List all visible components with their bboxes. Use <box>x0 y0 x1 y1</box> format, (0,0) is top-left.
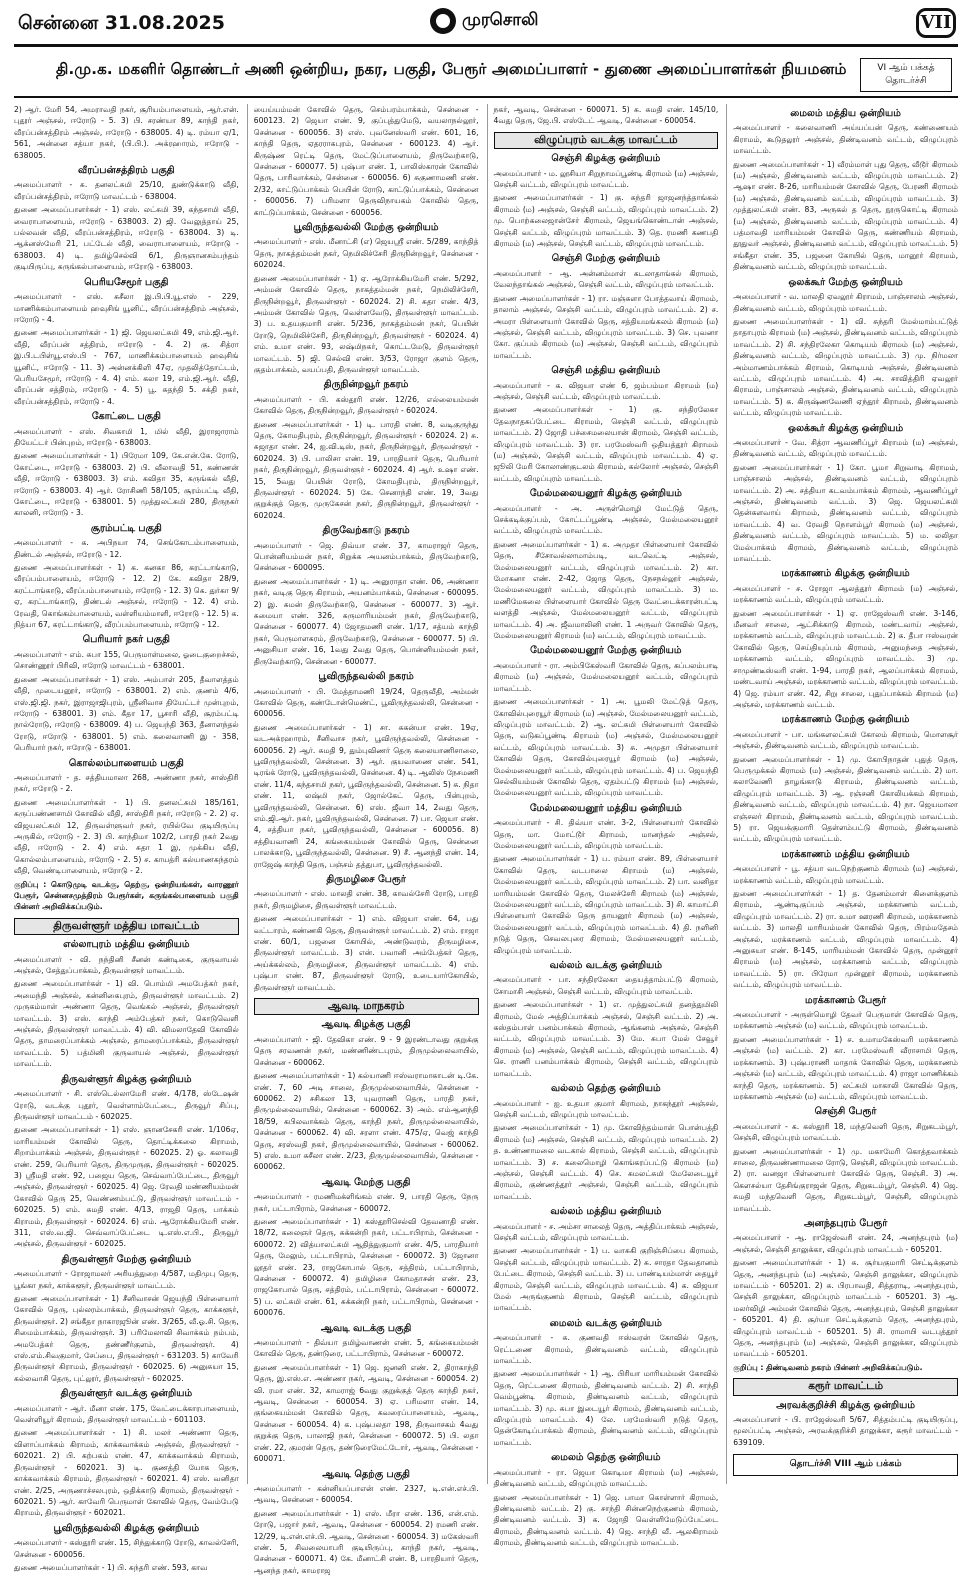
appointment-paragraph: அமைப்பாளர் - அ. அருள்மொழி மேட்டுத் தெரு, செக்கடிக்குப்பம், கோட்டப்பூண்டி அஞ்சல், மேல்மலையனூர் வட்டம், விழுப்புரம் மாவட்டம். <box>493 503 719 536</box>
appointment-paragraph: துணை அமைப்பாளர்கள் - 1) க. அமுதா பிள்ளையார் கோவில் தெரு, சீசோவல்லாமாம்படி, வடவெட்டி அஞ்சல், மேல்மலையனூர் வட்டம், விழுப்புரம் மாவட்டம். 2) கா. மோகனா எண். 2-42, ஜோத தெரு, நேசநல்லூர் அஞ்சல், மேல்மலையனூர் வட்டம், விழுப்புரம் மாவட்டம். 3) ம. மணிமேகலை பிள்ளையார் கோவில் தெரு வேட்டைக்காரன்பட்டி வளத்தி அஞ்சல், மேல்மலையனூர் வட்டம், விழுப்புரம் மாவட்டம். 4) அ. ஜீவமாலினி எண். 1 அருவர் கோவில் தெரு, மேல்மலையனூர் கிராமம் (ம) வட்டம், விழுப்புரம் மாவட்டம். <box>493 539 719 641</box>
column-4 <box>726 104 958 1484</box>
appointment-paragraph: துணை அமைப்பாளர்கள் - 1) கு. சந்திரலேகா தேவநாதசுப்பேட்டை கிராமம், செஞ்சி வட்டம், விழுப்புரம் மாவட்டம். 2) ஜோதி பச்சைமலையான் கிராமம், செஞ்சி வட்டம், விழுப்புரம் மாவட்டம். 3) ரா. பரமேஸ்வரி ஒதியத்தூர் கிராமம் (ம) அஞ்சல், செஞ்சி வட்டம், விழுப்புரம் மாவட்டம். 4) ஏ. ஜூலி மேரி கோலாண்குடலம் கிராமம், கல்லோர் அஞ்சல், செஞ்சி வட்டம், விழுப்புரம் மாவட்டம். <box>493 405 719 483</box>
section-subheading: வீரப்பன்சத்திரம் பகுதி <box>78 165 175 177</box>
section-subheading: திருநின்றவூர் நகரம் <box>323 379 409 391</box>
section-subheading: கொல்லம்பாளையம் பகுதி <box>68 757 184 769</box>
appointment-paragraph: துணை அமைப்பாளர்கள் - 1) ப. வாசுகி குறிஞ்சிப்பை கிராமம், செஞ்சி வட்டம், விழுப்புரம் மாவட்டம். 2) சு. சாரதா தேவதானம் பேட்டை கிராமம், செஞ்சி வட்டம். 3) ப. பாண்டியம்மாள் தையூர் கிராமம், செஞ்சி வட்டம், விழுப்புரம் மாவட்டம். 4) க. விஜயா மேல் அருங்குணம் கிராமம், செஞ்சி வட்டம், விழுப்புரம் மாவட்டம். <box>493 1246 719 1313</box>
appointment-paragraph: துணை அமைப்பாளர்கள் - 1) த. தேனம்மாள் கிளைக்குளம் கிராமம், ஆண்டிகுப்பம் அஞ்சல், மரக்காணம் வட்டம், விழுப்புரம் மாவட்டம். 2) ரா. உமா ஊரணி கிராமம், மரக்காணம் வட்டம். 3) மாலதி மாரியம்மன் கோவில் தெரு, பிரம்மதேசம் அஞ்சல், மரக்காணம் வட்டம், விழுப்புரம் மாவட்டம். 4) அனுசுயா எண். 8-145, மாரியம்மன் கோவில் தெரு, முன்னூர் கிராமம் (ம) அஞ்சல், மரக்காணம் வட்டம், விழுப்புரம் மாவட்டம். 5) ரா. பிரேமா முன்னூர் கிராமம், மரக்காணம் வட்டம், விழுப்புரம் மாவட்டம். <box>733 889 958 990</box>
appointment-paragraph: துணை அமைப்பாளர்கள் - 1) பி. சுந்தரி எண். 593, காவ <box>14 1562 208 1572</box>
appointment-paragraph: துணை அமைப்பாளர்கள் - 1) கு. சுந்தரி ஜாஜனந்த்தாங்கல் கிராமம் (ம) அஞ்சல், செஞ்சி வட்டம், விழுப்புரம் மாவட்டம். 2) மு. பொற்கலைஜான்சேர் கிராமம், ஜெயங்கொண்டான் அஞ்சல், செஞ்சி வட்டம், விழுப்புரம் மாவட்டம். 3) தெ. ரமணி கணபதி கிராமம் (ம) அஞ்சல், செஞ்சி வட்டம், விழுப்புரம் மாவட்டம். <box>493 193 719 249</box>
appointment-paragraph: துணை அமைப்பாளர்கள் - 1) ஜெ. ஜனனி எண். 2, திராகாந்தி தெரு, இ.எஸ்.எ. அண்ணா நகர், ஆவடி, சென்னை - 600054. 2) வி. ரமா எண். 32, காமராஜ் 6வது குறுக்குத் தெரு காந்தி நகர், ஆவடி, சென்னை - 600054. 3) ஏ. பரிமளா எண். 14, குங்கையம்மன் கோவில் தெரு, கவரைப்பாளையம், ஆவடி, சென்னை - 600054. 4) க. புஷ்பலதா 198, திருவாசகம் 4வது குறுக்கு தெரு, பாலாஜி நகர், சென்னை - 600072. 5) பி. லதா எண். 22, குமரன் தெரு, தண்டுரைமேட்டோர், ஆவடி, சென்னை - 600071. <box>253 1362 479 1464</box>
appointment-paragraph: நகர், ஆவடி, சென்னை - 600071. 5) சு. சுமதி எண். 145/10, 4வது தெரு, ஜே.பி. எஸ்டேட் ஆவடி, சென்னை - 600054. <box>493 105 719 126</box>
headline-banner <box>14 52 958 98</box>
appointment-paragraph: அமைப்பாளர் - ரோஜாமலர் அரியத்துறை 4/587, மதிமுபு தெரு, பூங்கா நகர், காக்களூர், திருவள்ளூர் மாவட்டம். <box>14 1269 239 1290</box>
section-subheading: பெரியார் நகர் பகுதி <box>82 634 170 646</box>
section-subheading: மைலம் மத்திய ஒன்றியம் <box>790 108 901 119</box>
appointment-paragraph: துணை அமைப்பாளர்கள் - 1) மு. கோபிநாதன் புதுத் தெரு, பெருமுக்கல் கிராமம் (ம) அஞ்சல், திண்டிவனம் வட்டம். 2) மா. கலாவேணி தாழங்காடு கிராமம், திண்டிவனம் வட்டம், விழுப்புரம் மாவட்டம். 3) ஆ. ரஞ்சனி கோலியக்கம் கிராமம், திண்டிவனம் வட்டம், விழுப்புரம் மாவட்டம். 4) நா. ஜெயமாலா எஞ்சலர் கிராமம், திண்டிவனம் வட்டம், விழுப்புரம் மாவட்டம். 5) ரா. ஜெயக்குமாரி தெள்ளம்பட்டு கிராமம், திண்டிவனம் வட்டம், விழுப்புரம் மாவட்டம். <box>733 754 958 844</box>
appointment-paragraph: அமைப்பாளர் - ஜி. தேவிகா எண். 9 - 9 இரண்டாவது குறுக்கு தெரு சரவணன் நகர், மண்ணிண்டபுரம், திருமுல்லைவாயில், சென்னை - 600062. <box>253 1034 479 1067</box>
page-headline: தி.மு.க. மகளிர் தொண்டர் அணி ஒன்றிய, நகர, பகுதி, பேரூர் அமைப்பாளர் - துணை அமைப்பாளர்கள் நியமனம் <box>56 60 847 78</box>
district-heading: ஆவடி மாநகரம் <box>254 998 479 1015</box>
appointment-paragraph: துணை அமைப்பாளர்கள் - 1) ப. ரம்யா எண். 89, பிள்ளையார் கோவில் தெரு, வடபாலை கிராமம் (ம) அஞ்சல், மேல்மலையனூர் வட்டம், விழுப்புரம் மாவட்டம். 2) பா. வனிதா மாரியம்மன் கோவில் தெரு, மேலச்சேரி கிராமம் (ம) அஞ்சல், மேல்மலையனூர் வட்டம், விழுப்புரம் மாவட்டம். 3) சி. காமாட்சி பிள்ளையார் கோவில் தெரு தாயனூர் கிராமம் (ம) அஞ்சல், மேல்மலையனூர் வட்டம், விழுப்புரம் மாவட்டம். 4) தி. நளினி நடுத் தெரு, செவலபுரை கிராமம், மேல்மலையனூர் வட்டம், விழுப்புரம் மாவட்டம். <box>493 854 719 955</box>
appointment-paragraph: துணை அமைப்பாளர்கள் - 1) பிரேமா 109, கே.என்.கே. ரோடு, கோட்டை, ஈரோடு - 638003. 2) பி. வீலாவதி 51, கண்ணன் வீதி, ஈரோடு - 638003. 3) எம். கவிதா 35, கருங்கல் வீதி, ஈரோடு - 638003. 4) ஆர். ரோசிணி 58/105, சூரம்பட்டி வீதி, கோட்டை, ஈரோடு - 638001. 5) முத்துலட்சுமி 280, திருநகர் காலனி, ஈரோடு - 3. <box>14 451 239 518</box>
appointment-paragraph: துணை அமைப்பாளர்கள் - 1) சு. சூர்யகுமாரி செட்டிக்குளம் தெரு, அனந்தபுரம் (ம) அஞ்சல், செஞ்சி தாலுக்கா, விழுப்புரம் மாவட்டம் - 605201. 2) சு. பிரபாவதி, சித்தராடி, அனந்தபுரம், செஞ்சி தாலுக்கா, விழுப்புரம் மாவட்டம் - 605201. 3) ஆ. மலர்விழி அம்மன் கோவில் தெரு, அனந்தபுரம், செஞ்சி தாலுக்கா - 605201. 4) தி. சூர்யா செட்டிக்குளம் தெரு, அனந்தபுரம், விழுப்புரம் மாவட்டம் - 605201. 5) சி. ராமாயி வடபுத்தூர் தெரு, அனந்தபுரம் (ம) அஞ்சல், செஞ்சி தாலுக்கா, விழுப்புரம் மாவட்டம் - 605201. <box>733 1258 958 1359</box>
appointment-paragraph: துணை அமைப்பாளர்கள் - 1) சீனிவாசன் ஜெயந்தி பிள்ளையார் கோவில் தெரு, புல்லரம்பாக்கம், திருவள்ளூர் தெரு, காக்களூர், திருவள்ளூர். 2) சங்கீதா நாகாரஜூன் எண். 3/265, வீ.ஓ.சி. தெரு, சிமைம்பாக்கம், திருவள்ளூர். 3) பரிமேலாவி சிவாக்கம் நம்பம், அமபேத்கர் தெரு, தண்ணீர்குளம், திருவள்ளூர். 4) எஸ்.எம்.சிவகுமார், சேப்பை, திருவள்ளூர் - 631203. 5) காவேரி திருவள்ளூர் கிராமம், திருவள்ளூர் - 602025. 6) அனுசுயா 15, கல்லவாசி தெரு, புட்லூர், திருவள்ளூர் - 602025. <box>14 1294 239 1383</box>
appointment-paragraph: அமைப்பாளர் - சி. திவ்யா எண். 3-2, பிள்ளையார் கோவில் தெரு, மா. மோட்டூர் கிராமம், மானந்தல் அஞ்சல், மேல்மலையனூர் வட்டம், விழுப்புரம் மாவட்டம். <box>493 818 719 850</box>
article-columns <box>14 104 958 1575</box>
appointment-paragraph: துணை அமைப்பாளர்கள் - 1) வி. சுந்தரி மேல்மாம்பட்டுத் தாதாபுரம் கிராமம் (ம) அஞ்சல், திண்டிவனம் வட்டம், விழுப்புரம் மாவட்டம். 2) சி. சந்திரலேகா கொடியம் கிராமம் (ம) அஞ்சல், திண்டிவனம் வட்டம், விழுப்புரம் மாவட்டம். 3) மு. நிர்மலா அம்மாணம்பாக்கம் கிராமம், கொடியம் அஞ்சல், திண்டிவனம் வட்டம், விழுப்புரம் மாவட்டம். 4) அ. சாவித்திரி ஏவலூர் கிராமம், பாஞ்சாலம் அஞ்சல், திண்டிவனம் வட்டம், விழுப்புரம் மாவட்டம். 5) க. கிருஷ்ணவேணி ஏந்தூர் கிராமம், திண்டிவனம் வட்டம், விழுப்புரம் மாவட்டம். <box>733 316 958 418</box>
section-subheading: அரவக்குறிச்சி கிழக்கு ஒன்றியம் <box>776 1399 916 1411</box>
continued-on-box: தொடர்ச்சி VIII ஆம் பக்கம் <box>733 1454 958 1475</box>
appointment-paragraph: அமைப்பாளர் - ம. லூசியா சிறுநாமப்பூண்டி கிராமம் (ம) அஞ்சல், செஞ்சி வட்டம், விழுப்புரம் மாவட்டம். <box>493 168 719 190</box>
appointment-paragraph: அமைப்பாளர் - அருள்மொழி தேவர் பெருமாள் கோவில் தெரு, மரக்காணம் அஞ்சல் (ம) வட்டம், விழுப்புரம் மாவட்டம். <box>733 1010 958 1031</box>
district-heading: விழுப்புரம் வடக்கு மாவட்டம் <box>494 132 719 149</box>
appointment-paragraph: துணை அமைப்பாளர்கள் - 1) கோ. பூமா சிறுவாடி கிராமம், பாஞ்சாலம் அஞ்சல், திண்டிவனம் வட்டம், விழுப்புரம் மாவட்டம். 2) அ. சத்தியா கடவம்பாக்கம் கிராமம், ஆவணிப்பூர் அஞ்சல், திண்டிவனம் வட்டம். 3) ஜெ. ஜெயலட்சுமி தென்களவாய் கிராமம், திண்டிவனம் வட்டம், விழுப்புரம் மாவட்டம். 4) வ. ரேவதி நொளம்பூர் கிராமம் (ம) அஞ்சல், திண்டிவனம் வட்டம், விழுப்புரம் மாவட்டம். 5) ம. லலிதா மேல்பாக்கம் கிராமம், திண்டிவனம் வட்டம், விழுப்புரம் மாவட்டம். <box>733 462 958 564</box>
appointment-paragraph: துணை அமைப்பாளர்கள் - 1) ஆ. பிரியா மாரியம்மன் கோவில் தெரு, ரெட்டணை கிராமம், திண்டிவனம் வட்டம். 2) சி. சாந்தி வெம்பூண்டி கிராமம், திண்டிவனம் வட்டம், விழுப்புரம் மாவட்டம். 3) மு. சுபா இடையூர் கிராமம், திண்டிவனம் வட்டம், விழுப்புரம் மாவட்டம். 4) லே. பரமேஸ்வரி நடுத் தெரு, தென்கோடிப்பாக்கம் கிராமம், திண்டிவனம் வட்டம், விழுப்புரம் மாவட்டம். <box>493 1369 719 1447</box>
appointment-paragraph: அமைப்பாளர் - ஜெ. திவ்யா எண். 37, காமராஜர் தெரு, பொன்னியம்மன் நகர், சிறுக்க அயனம்பாக்கம், திருவேற்காடு, சென்னை - 600095. <box>253 540 479 573</box>
appointment-paragraph: அமைப்பாளர் - எஸ். சுசீலா இ.பி.பி.யூ.எஸ் - 229, மாணிக்கம்பாளையம் ஹவுசிங் யூனிட், வீரப்பன்சத்திரம் அஞ்சல், ஈரோடு - 4. <box>14 292 239 324</box>
section-subheading: ஆவடி மேற்கு பகுதி <box>321 1176 411 1188</box>
appointment-paragraph: அமைப்பாளர் - ச. அம்சா சாலைத் தெரு, அத்திப்பாக்கம் அஞ்சல், செஞ்சி வட்டம், விழுப்புரம் மாவட்டம். <box>493 1221 719 1242</box>
appointment-paragraph: அமைப்பாளர் - ரா. அம்பிகேஸ்வரி கோவில் தெரு, கப்பலம்பாடி கிராமம் (ம) அஞ்சல், மேல்மலையனூர் வட்டம், விழுப்புரம் மாவட்டம். <box>493 660 719 693</box>
appointment-paragraph: அமைப்பாளர் - பா. மங்களலட்சுமி கோலம் கிராமம், மொளசூர் அஞ்சல், திண்டிவனம் வட்டம், விழுப்புரம் மாவட்டம். <box>733 729 958 751</box>
appointment-paragraph: துணை அமைப்பாளர்கள் - 1) ரா. மஞ்சுளா போத்தவாய் கிராமம், தாலாம் அஞ்சல், செஞ்சி வட்டம், விழுப்புரம் மாவட்டம். 2) ச. அமரா பிள்ளையார் கோவில் தெரு, சத்தியமங்கலம் கிராமம் (ம) அஞ்சல், செஞ்சி வட்டம், விழுப்புரம் மாவட்டம். 3) செ. புவனா கோ. குப்பம் கிராமம் (ம) அஞ்சல், செஞ்சி வட்டம், விழுப்புரம் மாவட்டம். <box>493 293 719 360</box>
appointment-paragraph: துணை அமைப்பாளர்கள் - 1) சி. மலர் அண்ணா தெரு, விளாப்பாக்கம் கிராமம், காக்கவாக்கம் அஞ்சல், திருவள்ளூர் - 602021. 2) பி. கற்பகம் எண். 47, காக்கவாக்கம் கிராமம், திருவள்ளூர் - 602021. 3) டி. குணத்தி யோக தெரு, காக்கவாக்கம் கிராமம், திருவள்ளூர் - 602021. 4) எஸ். வனிதா எண். 2/25, அருணாச்சலபுரம், ஒதிக்காடு கிராமம், திருவள்ளூர் - 602021. 5) ஆர். காவேரி பெருமாள் கோவில் தெரு, வேம்பேடு கிராமம், திருவள்ளூர் - 602021. <box>14 1428 239 1518</box>
appointment-paragraph: துணை அமைப்பாளர்கள் - 1) எம். விஜயா எண். 64, பது வட்டாரம், கண்ணகி தெரு, திருவள்ளூர் மாவட்டம். 2) எம். ராஜா எண். 60/1, பஜனை கோயில், அண்டுவரம், திருமழிசை, திருவள்ளூர் மாவட்டம். 3) என். பவானி அம்பேத்கர் தெரு, அய்க்கல்லம், திருமழிசை, திருவள்ளூர் மாவட்டம். 4) எம். புஷ்பா எண். 87, திருவள்ளூர் ரோடு, உடையார்கோயில், திருவள்ளூர் மாவட்டம். <box>253 914 479 992</box>
column-2 <box>247 104 479 1575</box>
section-subheading: திருவள்ளூர் வடக்கு ஒன்றியம் <box>60 1388 193 1400</box>
note-paragraph: குறிப்பு : திண்டிவனம் நகரம் பின்னர் அறிவிக்கப்படும். <box>733 1362 923 1372</box>
section-subheading: ஒலக்கூர் கிழக்கு ஒன்றியம் <box>788 422 904 434</box>
appointment-paragraph: துணை அமைப்பாளர்கள் - 1) எ. முத்துலட்சுமி தனத்துமிலி கிராமம், மேல் அத்திப்பாக்கம் அஞ்சல், செஞ்சி வட்டம். 2) அ. கஸ்தம்பாள் பனம்பாக்கம் கிராமம், ஆங்கனம் அஞ்சல், செஞ்சி வட்டம், விழுப்புரம் மாவட்டம். 3) மே. சுபா மேல் சேவூர் கிராமம் (ம) அஞ்சல், செஞ்சி வட்டம், விழுப்புரம் மாவட்டம். 4) செ. ராணி பனம்பாக்கம் கிராமம், செஞ்சி வட்டம், விழுப்புரம் மாவட்டம். <box>493 1000 719 1078</box>
section-subheading: செஞ்சி பேரூர் <box>814 1106 877 1118</box>
section-subheading: பூவிருந்தவல்லி நகரம் <box>318 671 414 683</box>
section-subheading: அனந்தபுரம் பேரூர் <box>803 1217 888 1229</box>
appointment-paragraph: துணை அமைப்பாளர்கள் - 1) மு. மகாமேரி கொத்தவாக்கம் சாலை, திருவண்ணாமலை ரோடு, செஞ்சி, விழுப்புரம் மாவட்டம். 2) ரா. வனஜா பிள்ளையார் கோவில் தெரு, செஞ்சி. 3) அ. கௌசல்யா தேசிங்குராஜன் தெரு, சிறுகடம்பூர், செஞ்சி. 4) ஜெ. சுமதி மந்தவெளி தெரு, சிறுகடம்பூர், செஞ்சி, விழுப்புரம் மாவட்டம். <box>733 1146 958 1213</box>
paper-logo <box>430 6 539 36</box>
appointment-paragraph: அமைப்பாளர் - பி. ராஜேஸ்வரி 5/67, சித்தம்பட்டி குடியிருப்பு, மூலப்பட்டி அஞ்சல், அரவக்குறிச்சி தாலுக்கா, கரூர் மாவட்டம் - 639109. <box>733 1415 958 1447</box>
section-subheading: ஒலக்கூர் மேற்கு ஒன்றியம் <box>788 276 903 288</box>
appointment-paragraph: துணை அமைப்பாளர்கள் - 1) டி. அனுராதா எண். 06, அண்ணா நகர், வடிகு தெரு கிராமம், அயனம்பாக்கம், சென்னை - 600095. 2) இ. சுமன் திருவேற்காடு, சென்னை - 600077. 3) ஆர். சுமையா எண். 326, கருமாரியம்மன் நகர், திருவேற்காடு, சென்னை - 600077. 4) ஜோதமணி எண். 1/17, சத்யம் காந்தி நகர், பெருமாளகரம், திருவேற்காடு, சென்னை - 600077. 5) பி. அனுசியா எண். 16, 1வது 2வது தெரு, பொன்னியம்மன் நகர், திருவேற்காடு, சென்னை - 600077. <box>253 576 479 666</box>
section-subheading: மேல்மலையனூர் மத்திய ஒன்றியம் <box>529 802 682 814</box>
issue-date: சென்னை 31.08.2025 <box>18 12 225 34</box>
section-subheading: திருவள்ளூர் கிழக்கு ஒன்றியம் <box>61 1073 192 1085</box>
appointment-paragraph: அமைப்பாளர் - கன்னியப்பாஎன் எண். 2327, டி.என்.எச்.பி. ஆவடி, சென்னை - 600054. <box>253 1483 479 1505</box>
section-subheading: ஆவடி கிழக்கு பகுதி <box>321 1019 411 1031</box>
note-paragraph: குறிப்பு : கொடுமுடி வடக்கு, தெற்கு, ஒன்றியங்கள், வாரணூர் பேரூர், சென்னசமுத்திரம் பேரூர்கள், கருங்கல்பாளையம் பகுதி பின்னர் அறிவிக்கப்படும். <box>14 879 239 912</box>
district-heading: திருவள்ளூர் மத்திய மாவட்டம் <box>14 918 239 935</box>
appointment-paragraph: அமைப்பாளர் - கலைவாணி அய்யப்பன் தெரு, கண்ணையம் கிராமம், கூடுதலூர் அஞ்சல், திண்டிவனம் வட்டம், விழுப்புரம் மாவட்டம். <box>733 123 958 156</box>
appointment-paragraph: அமைப்பாளர் - எஸ். மீனாட்சி (எ) ஜெயஸ்ரீ எண். 5/289, காந்தித் தெரு, நாகத்தம்மன் நகர், நெமிலிச்சேரி திருநின்றவூர், சென்னை - 602024. <box>253 237 479 270</box>
appointment-paragraph: அமைப்பாளர் - ஆர். மீனா எண். 175, வேட்டைக்காரபாளையம், வெள்ளியூர் கிராமம், திருவள்ளூர் மாவட்டம் - 601103. <box>14 1403 239 1425</box>
paper-name: முரசொலி <box>462 10 539 30</box>
appointment-paragraph: துணை அமைப்பாளர்கள் - 1) ஏ. ராஜேஸ்வரி எண். 3-146, மீனவர் சாலை, ஆட்சிக்காடு கிராமம், மண்டவாய் அஞ்சல், மரக்காணம் வட்டம், விழுப்புரம் மாவட்டம். 2) க. தீபா ஈஸ்வரன் கோவில் தெரு, செய்தியுப்பம் கிராமம், அனுமந்தை அஞ்சல், மரக்காணம் வட்டம், விழுப்புரம் மாவட்டம். 3) மு. சாமுண்டீஸ்வரி எண். 1-94, பாரதி நகர், ஆலப்பாக்கம் கிராமம், மண்டவாய் அஞ்சல், மரக்காணம் வட்டம், விழுப்புரம் மாவட்டம். 4) ஜெ. ரம்யா எண். 42, சிறு சாலை, புதுப்பாக்கம் கிராமம் (ம) அஞ்சல், மரக்காணம் வட்டம். <box>733 608 958 709</box>
appointment-paragraph: அமைப்பாளர் - எம். சுபா 155, பெருமாள்மலை, ஓடைகுறைச்சல், சொண்ணூர் பிரிவி, ஈரோடு மாவட்டம் - 638001. <box>14 649 239 671</box>
section-subheading: திருவள்ளூர் மேற்கு ஒன்றியம் <box>61 1253 192 1265</box>
column-3 <box>487 104 719 1548</box>
appointment-paragraph: துணை அமைப்பாளர்கள் - 1) பி. தனலட்சுமி 185/161, கருப்பண்ணசாமி கோவில் வீதி, சாஸ்திரி நகர், ஈரோடு - 2. 2) ஏ. விஜயலட்சுமி 12, திருவள்ளுவர் நகர், ரயில்வே குடியிருப்பு அருகில், ஈரோடு - 2. 3) பி. காந்திமா 102/2, பாரதி நகர் 2வது வீதி, ஈரோடு - 2. 4) எம். சுதா 1 இ, முக்கிய வீதி, கொல்லம்பாளையம், ஈரோடு - 2. 5) ச. காயத்ரி கல்யாணசுந்தரம் வீதி, வெண்டிபாளையம், ஈரோடு - 2. <box>14 797 239 876</box>
appointment-paragraph: துணை அமைப்பாளர்கள் - 1) ஜெ. பாமா கொள்ளார் கிராமம், திண்டிவனம் வட்டம். 2) கு. சாந்தி சின்னநெற்குணம் கிராமம், திண்டிவனம் வட்டம். 3) க. ஜோதி வெள்ளிமேடுப்பேட்டை கிராமம், திண்டிவனம் வட்டம். 4) ஜெ. சாந்தி வீ. ஆலகிராமம் கிராமம், திண்டிவனம் வட்டம், விழுப்புரம் மாவட்டம். <box>493 1492 719 1548</box>
appointment-paragraph: அமைப்பாளர் - பி. கஸ்தூரி எண். 12/26, எல்லையம்மன் கோவில் தெரு, திருநின்றவூர், திருவள்ளூர் - 602024. <box>253 394 479 416</box>
section-subheading: மரக்காணம் கிழக்கு ஒன்றியம் <box>781 568 910 580</box>
appointment-paragraph: துணை அமைப்பாளர்கள் - 1) எஸ். மீரா எண். 136, என்.எம். ரோடு, பஜார் நகர், ஆவடி, சென்னை - 600054. 2) ரமணி எண். 12/29, டி.என்.எச்.பி. ஆவடி, சென்னை - 600054. 3) மகேஸ்வரி எண். 5, சிவலையாபரி குடியிருப்பு, காந்தி நகர், ஆவடி, சென்னை - 600071. 4) கே. மீனாட்சி எண். 8, பாரதியார் தெரு, ஆனந்த நகர், காமராஜ <box>253 1508 479 1575</box>
appointment-paragraph: துணை அமைப்பாளர்கள் - 1) வி. பொம்மி அமபேத்கர் நகர், அமைந்தி அஞ்சல், கன்னிகைபுரம், திருவள்ளூர் மாவட்டம். 2) முருகம்மாள் அண்ணா தெரு, வெங்கல் அஞ்சல், திருவள்ளூர் மாவட்டம். 3) எஸ். காந்தி அம்பேத்கர் நகர், கொடுவெளி அஞ்சல், திருவள்ளூர் மாவட்டம். 4) வி. விமலாதேவி கோவில் தெரு, தாமரைப்பாக்கம் அஞ்சல், தாமரைப்பாக்கம், திருவள்ளூர் மாவட்டம். 5) பத்மினி குருவாயல் அஞ்சல், திருவள்ளூர் மாவட்டம். <box>14 979 239 1069</box>
appointment-paragraph: அமைப்பாளர் - கஸ்தூரி எண். 15, சிந்துக்காடு ரோடு, காவல்சேரி, சென்னை - 600056. <box>14 1538 239 1559</box>
section-subheading: மரக்காணம் பேரூர் <box>805 994 887 1006</box>
section-subheading: மரக்காணம் மேற்கு ஒன்றியம் <box>781 714 910 726</box>
section-subheading: ஆவடி தெற்கு பகுதி <box>322 1468 411 1480</box>
section-subheading: கோட்டை பகுதி <box>91 411 161 423</box>
appointment-paragraph: துணை அமைப்பாளர்கள் - 1) எஸ். ஞானசேகரி எண். 1/106ஏ, மாரியம்மன் கோவில் தெரு, தொட்டிக்கலை கிராமம், சிறாம்பாக்கம் அஞ்சல், திருவள்ளூர் - 602025. 2) ஓ. கலாவதி எண். 259, பெரியார் தெரு, திருமுருகு, திருவள்ளூர் - 602025. 3) ஸ்ரீமதி எண். 92, பஜைய தெரு, செவ்வாப்பேட்டை, திருவூர் அஞ்சல், திருவள்ளூர் - 602025. 4) ஜெ. ரேவதி மண்ணியம்மன் கோவில் தெரு 25, வெண்ணம்பட்டு, திருவள்ளூர் மாவட்டம் - 602025. 5) எம். சுமதி எண். 4/13, ராஜதி தெரு, பாக்கம் கிராமம், திருவள்ளூர் - 602024. 6) எம். ஆரோக்கியமேரி எண். 311, எஸ்.வ.ஜி. செவ்வாப்பேட்டை டி.எஸ்.எ.பி., திருவூர் அஞ்சல், திருவள்ளூர் - 602025. <box>14 1125 239 1249</box>
page-number: VII <box>916 8 956 38</box>
appointment-paragraph: அமைப்பாளர் - ச. ரோஜா ஆலத்தூர் கிராமம் (ம) அஞ்சல், மரக்காணம் வட்டம், விழுப்புரம் மாவட்டம். <box>733 583 958 605</box>
appointment-paragraph: அமைப்பாளர் - திவ்யா தமிழ்வாணன் எண். 5, கங்கையம்மன் கோவில் தெரு, தண்டுரை, பட்டாபிராம், சென்னை - 600072. <box>253 1338 479 1359</box>
section-subheading: செஞ்சி கிழக்கு ஒன்றியம் <box>551 153 661 165</box>
section-subheading: பூவிருந்தவல்லி கிழக்கு ஒன்றியம் <box>53 1522 200 1534</box>
section-subheading: மரக்காணம் மத்திய ஒன்றியம் <box>781 848 910 860</box>
appointment-paragraph: துணை அமைப்பாளர்கள் - 1) கல்யாணி ஈஸ்வராமாகாடன் டி.கே. எண். 7, 60 அடி சாலை, திருமுல்லைவாயில், சென்னை - 600062. 2) சசிகலா 13, யுவராணி தெரு, பாரதி நகர், திருமுல்லைவாயில், சென்னை - 600062. 3) அம். எம்ஆனந்தி 18/59, கபிலவாக்கம் தெரு, காந்தி நகர், திருமுல்லைவாயில், சென்னை - 600062. 4) வி. சரளா எண். 475/ஏ, வெஜ் காந்தி தெரு, சரஸ்வதி நகர், திருமுல்லைவாயில், சென்னை - 600062. 5) எஸ். உமா சுசீலா எண். 2/23, திருமுல்லைவாயில், சென்னை - 600062. <box>253 1071 479 1172</box>
rising-sun-icon <box>430 8 456 34</box>
section-subheading: பூவிருந்தவல்லி மேற்கு ஒன்றியம் <box>293 222 439 234</box>
section-subheading: ஆவடி வடக்கு பகுதி <box>320 1322 412 1334</box>
section-subheading: மேல்மலையனூர் கிழக்கு ஒன்றியம் <box>529 488 682 500</box>
appointment-paragraph: அமைப்பாளர் - வே. சித்ரா ஆவணிப்பூர் கிராமம் (ம) அஞ்சல், திண்டிவனம் வட்டம், விழுப்புரம் மாவட்டம். <box>733 437 958 459</box>
section-subheading: திருவேற்காடு நகரம் <box>322 525 410 537</box>
section-subheading: திருமழிசை பேரூர் <box>326 874 406 885</box>
appointment-paragraph: அமைப்பாளர் - சு. குணவதி ஈஸ்வரன் கோவில் தெரு, ரெட்டணை கிராமம், திண்டிவனம் வட்டம், விழுப்புரம் மாவட்டம். <box>493 1333 719 1366</box>
appointment-paragraph: அமைப்பாளர் - சு. தனலட்சுமி 25/10, துண்டுக்காடு வீதி, வீரப்பன்சத்திரம், ஈரோடு மாவட்டம் - 638004. <box>14 180 239 201</box>
continued-from-box: VI ஆம் பக்கத் தொடர்ச்சி <box>860 58 952 92</box>
appointment-paragraph: அமைப்பாளர் - க. அபிநயா 74, செங்கோடம்பாளையம், திண்டல் அஞ்சல், ஈரோடு - 12. <box>14 538 239 559</box>
section-subheading: வல்லம் தெற்கு ஒன்றியம் <box>550 1083 661 1095</box>
section-subheading: மேல்மலையனூர் மேற்கு ஒன்றியம் <box>530 645 682 657</box>
section-subheading: சூரம்பட்டி பகுதி <box>90 522 162 534</box>
appointment-paragraph: துணை அமைப்பாளர்கள் - 1) ஜி. ஜெயலட்சுமி 49, எம்.ஜி.ஆர். வீதி, வீரப்பன் சத்திரம், ஈரோடு - 4. 2) கு. சித்ரா இ.பி.டபிள்யூ.எஸ்.பி - 767, மாணிக்கம்பாளையம் ஹவுசிங் யூனிட், ஈரோடு - 11. 3) அன்னக்கிளி 47ஏ, முதலித்தோட்டம், பெரியசேமூர், ஈரோடு - 4. 4) எம். கலா 19, எம்.ஜி.ஆர். வீதி, வீரப்பன் சத்திரம், ஈரோடு - 4. 5) பூ. சுதந்தி 5. சக்தி நகர், வீரப்பன்சத்திரம், ஈரோடு - 4. <box>14 328 239 406</box>
section-subheading: வல்லம் வடக்கு ஒன்றியம் <box>549 960 663 972</box>
appointment-paragraph: துணை அமைப்பாளர்கள் - 1) சா. சுகன்யா எண். 19ஏ, வடஅக்ரஹாரம், சீனிவாச நகர், பூவிருந்தவல்லி, சென்னை - 600056. 2) ஆர். சுமதி 9, தும்புவிணர் தெரு கலையாணிசாலை, பூவிருந்தவல்லி, சென்னை. 3) ஆர். குயவாணை எண். 541, டிரங்க் ரோடு, பூவிருந்தவல்லி, சென்னை. 4) டி. ஆலிஸ் நேசமணி எண். 11/4, கந்தசாமி நகர், பூவிருந்தவல்லி, சென்னை. 5) சு. நிதா எண். 11, லஷ்மி நகர், ஜோல்கேட் தெரு, பின்புறம், பூவிருந்தவல்லி, சென்னை. 6) எஸ். ஜீவா 14, 2வது தெரு, எம்.ஜி.ஆர். நகர், பூவிருந்தவல்லி, சென்னை. 7) பா. ஜெயா எண். 4, சத்தியா நகர், பூவிருந்தவல்லி, சென்னை - 600056. 8) சத்தியவாணி 24, கங்கையம்மன் கோவில் தெரு, சென்னை பாலக்காடு, பூவிருந்தவல்லி, சென்னை. 9) சீ. ஆனந்தி எண். 14, ராஜேஷ் காந்தி தெரு, பஞ்சம் தத்துபா, பூவிருந்தவல்லி. <box>253 722 479 869</box>
appointment-paragraph: துணை அமைப்பாளர்கள் - 1) எஸ். லட்சுமி 39, கந்தசாமி வீதி, வைராபாளையம், ஈரோடு - 638003. 2) ஜி. வேலுத்தாய் 25, பல்லவன் வீதி, வீரப்பன்சத்திரம், ஈரோடு - 638004. 3) டி. ஆக்னஸ்மேரி 21, பட்டேல் வீதி, வைராபாளையம், ஈரோடு - 638003. 4) டி. தமிழ்செல்வி 6/1, திருஞானசம்பந்தம் குடியிருப்பு, கருங்கல்பாளையம், ஈரோடு - 638003. <box>14 205 239 272</box>
appointment-paragraph: அமைப்பாளர் - பா. சந்திரலேகா தையத்தாம்பட்டு கிராமம், சோமாசி அஞ்சல், செஞ்சி வட்டம், விழுப்புரம் மாவட்டம். <box>493 975 719 996</box>
appointment-paragraph: அமைப்பாளர் - ரா. ஜெயா கொடிமா கிராமம் (ம) அஞ்சல், திண்டிவனம் வட்டம், விழுப்புரம் மாவட்டம். <box>493 1467 719 1489</box>
section-subheading: வல்லம் மத்திய ஒன்றியம் <box>550 1206 662 1218</box>
appointment-paragraph: துணை அமைப்பாளர்கள் - 1) ச. உமாமகேஸ்வரி மரக்காணம் அஞ்சல் (ம) வட்டம். 2) கா. பரமேஸ்வரி வீராசாமி தெரு, மரக்காணம். 3) புஷ்பராணி மாதாக் கோவில் தெரு, மரக்காணம் அஞ்சல் (ம) வட்டம், விழுப்புரம் மாவட்டம். 4) ராஜா மாணிக்கம் காந்தி தெரு, மரக்காணம். 5) லட்சுமி மாகாலி கோவில் தெரு, மரக்காணம் அஞ்சல் (ம) வட்டம், விழுப்புரம் மாவட்டம். <box>733 1034 958 1101</box>
appointment-paragraph: யைய்யம்மன் கோவில் தெரு, செம்பரம்பாக்கம், சென்னை - 600123. 2) ஜெயா எண். 9, குப்புத்துமேடு, வயலாநல்லூர், சென்னை - 600056. 3) எஸ். புவனேஸ்வரி எண். 601, 16, காந்தி தெரு, ஏதரராகபுரம், சென்னை - 600123. 4) ஆர். கிருஷ்ண ரெட்டி தெரு, மேட்டுப்பாளையம், திருவேற்காடு, சென்னை - 600077. 5) புஷ்பா எண். 1, பாலிஸ்காரன் கோவில் தெரு, பாரிவாக்கம், சென்னை - 600056. 6) சுகுணாமணி எண். 2/32, காட்டுப்பாக்கம் பெயின் ரோடு, காட்டுப்பாக்கம், சென்னை - 600056. 7) பரிமளா தெருவிநாயகம் கோவில் தெரு, காட்டுப்பாக்கம், சென்னை - 600056. <box>253 105 479 217</box>
appointment-paragraph: அமைப்பாளர் - ரமணிமக்ளிங்கம் எண். 9, பாரதி தெரு, நேரு நகர், பட்டாபிராம், சென்னை - 600072. <box>253 1192 479 1213</box>
appointment-paragraph: 2) ஆர். மேரி 54, அமராவதி நகர், சூரியம்பாளையம், ஆர்.என். புதூர் அஞ்சல், ஈரோடு - 5. 3) பி. சரண்யா 89, காந்தி நகர், வீரப்பன்சத்திரம் அஞ்சல், ஈரோடு - 638005. 4) டி. ரம்யா ஏ/1, 561, அன்னை சத்யா நகர், (பி.பி.). அக்ரஹாரம், ஈரோடு - 638005. <box>14 105 239 160</box>
appointment-paragraph: அமைப்பாளர் - க. கஸ்தூரி 18, மந்தவெளி தெரு, சிறுகடம்பூர், செஞ்சி, விழுப்புரம் மாவட்டம். <box>733 1121 958 1143</box>
appointment-paragraph: துணை அமைப்பாளர்கள் - 1) க. கனகா 86, கரட்டாங்காடு, வீரப்பம்பாளையம், ஈரோடு - 12. 2) கே. கவிதா 28/9, கரட்டாங்காடு, வீரப்பம்பாளையம், ஈரோடு - 12. 3) கெ. துர்கா 9/ஏ, கரட்டாங்காடு, திண்டல் அஞ்சல், ஈரோடு - 12. 4) எம். ரேவதி, கொங்கம்பாளையம், வள்ளியம்மாளி, ஈரோடு - 12. 5) க. நித்யா 67, கரட்டாங்காடு, வீரப்பம்பாளையம், ஈரோடு - 12. <box>14 563 239 630</box>
section-subheading: மைலம் வடக்கு ஒன்றியம் <box>549 1317 662 1329</box>
section-subheading: எல்லாபுரம் மத்திய ஒன்றியம் <box>63 939 190 951</box>
column-1 <box>14 104 239 1572</box>
appointment-paragraph: அமைப்பாளர் - சி. எஸ்டெல்லாமேரி எண். 4/178, ஸ்டேஷன் ரோடு, வடக்கு புதூர், வெள்ளாம்பேட்டை, திருவூர் சிப்பு, திருவள்ளூர் மாவட்டம் - 602025. <box>14 1089 239 1121</box>
section-subheading: செஞ்சி மேற்கு ஒன்றியம் <box>551 253 661 265</box>
appointment-paragraph: அமைப்பாளர் - வ. மாலதி ஏவலூர் கிராமம், பாஞ்சாலம் அஞ்சல், திண்டிவனம் வட்டம், விழுப்புரம் மாவட்டம். <box>733 292 958 313</box>
appointment-paragraph: அமைப்பாளர் - எஸ். சிவகாமி 1, மில் வீதி, இராஜாராம் தியேட்டர் பின்புறம், ஈரோடு - 638003. <box>14 426 239 447</box>
appointment-paragraph: துணை அமைப்பாளர்கள் - 1) எஸ். அம்பாள் 205, தீவாளத்தம் வீதி, முடையனூர், ஈரோடு - 638001. 2) எம். குணம் 4/6, எஸ்.ஜி.ஜி. நகர், இராஜாஜிபுரம், ஸ்ரீனிவாச தியேட்டர் முன்புறம், ஈரோடு - 638001. 3) எம். கீதா 17, பூசாரி வீதி, சூரம்பட்டி நால்ரோடு, ஈரோடு - 638009. 4) ப. ஜெயந்தி 363, தீனாளந்தல் ரோடு, ஈரோடு - 638001. 5) எம். கலைவாணி இ - 358, பெரியார் நகர், ஈரோடு - 638001. <box>14 674 239 753</box>
masthead-rule <box>14 44 958 47</box>
appointment-paragraph: அமைப்பாளர் - ஐ. உதயா குமார் கிராமம், நாகந்தூர் அஞ்சல், செஞ்சி வட்டம், விழுப்புரம் மாவட்டம். <box>493 1098 719 1119</box>
appointment-paragraph: துணை அமைப்பாளர்கள் - 1) வீரம்மாள் புது தெரு, வீடூர் கிராமம் (ம) அஞ்சல், திண்டிவனம் வட்டம், விழுப்புரம் மாவட்டம். 2) ஆஷா எண். 8-26, மாரியம்மன் கோவில் தெரு, பேரணி கிராமம் (ம) அஞ்சல், திண்டிவனம் வட்டம், விழுப்புரம் மாவட்டம். 3) முத்துலட்சுமி எண். 83, அருகல் த தெரு, நூருகொட்டி கிராமம் (ம) அஞ்சல், திண்டிவனம் வட்டம், விழுப்புரம் மாவட்டம். 4) பத்மாவதி மாரியம்மன் கோவில் தெரு, கண்ணியம் கிராமம், தூதுவர் அஞ்சல், திண்டிவனம் வட்டம், விழுப்புரம் மாவட்டம். 5) சங்கீதா எண். 35, பஜனை கோயில் தெரு, மானூர் கிராமம், திண்டிவனம் வட்டம், விழுப்புரம் மாவட்டம். <box>733 159 958 272</box>
appointment-paragraph: துணை அமைப்பாளர்கள் - 1) கஸ்தூரிசெல்வி தேவனாதி எண். 18/72, கலைஞர் தெரு, சுக்கன்றி நகர், பட்டாபிராம், சென்னை - 600072. 2) வித்யாலட்சுமி ஆதித்துகுமார் எண். 4/5, பாரதியார் தெரு, மேலும், பட்டாபிராம், சென்னை - 600072. 3) ஜோனா லூதர் எண். 23, ராஜகோபால் தெரு, சத்திரம், பட்டாபிராம், சென்னை - 600072. 4) தமிழிசை கோமதாசன் எண். 23, ராஜகோபால் தெரு, சத்திரம், பட்டாபிராம், சென்னை - 600072. 5) ப. லட்சுமி எண். 61, சுக்கன்றி நகர், பட்டாபிராம், சென்னை - 600076. <box>253 1216 479 1318</box>
appointment-paragraph: அமைப்பாளர் - க. விஜயா எண் 6, ஜம்பம்மா கிராமம் (ம) அஞ்சல், செஞ்சி வட்டம், விழுப்புரம் மாவட்டம். <box>493 380 719 401</box>
appointment-paragraph: அமைப்பாளர் - ஆ. அன்னம்மாள் கடலாதாங்கல் கிராமம், வேலந்தாங்கல் அஞ்சல், செஞ்சி வட்டம், விழுப்புரம் மாவட்டம். <box>493 268 719 290</box>
district-heading: கரூர் மாவட்டம் <box>733 1378 958 1395</box>
appointment-paragraph: அமைப்பாளர் - த. சத்தியமாலா 268, அண்ணா நகர், சாஸ்திரி நகர், ஈரோடு - 2. <box>14 772 239 794</box>
appointment-paragraph: அமைப்பாளர் - பி. மேத்தாமணி 19/24, தெருவீதி, அம்மன் கோவில் தெரு, கண்டோன்மெண்ட், பூவிருந்தவல்லி, சென்னை - 600056. <box>253 686 479 719</box>
appointment-paragraph: துணை அமைப்பாளர்கள் - 1) டி. பாரதி எண். 8, வடிகுருந்து தெரு, கோமதிபுரம், திருநின்றவூர், திருவள்ளூர் - 602024. 2) சு. சுஜாதா எண். 24, ஐ.வி.டிஸ், நகர், திருநின்றவூர், திருவள்ளூர் - 602024. 3) பி. பாலிசா எண். 19, பாரதியார் தெரு, பெரியார் நகர், திருநின்றவூர், திருவள்ளூர் - 602024. 4) ஆர். உஷா எண். 15, 5வது பெயின் ரோடு, கோமதிபுரம், திருநின்றவூர், திருவள்ளூர் - 602024. 5) கே. செனாந்தி எண். 19, 3வது குறுக்குத் தெரு, முருகேசன் நகர், திருநின்றவூர், திருவள்ளூர் - 602024. <box>253 419 479 520</box>
appointment-paragraph: துணை அமைப்பாளர்கள் - 1) ஏ. ஆரோக்கியமேரி எண். 5/292, அம்மன் கோவில் தெரு, நாகத்தம்மன் நகர், நெமிலிச்சேரி, திருநின்றவூர், திருவள்ளூர் - 602024. 2) சி. சுதா எண். 4/3, அம்மன் கோவில் தெரு, வெள்ளவேடு, திருவள்ளூர் மாவட்டம். 3) ப. உதயகுமாரி எண். 5/236, நாகத்தம்மன் நகர், பெயின் ரோடு, நெமிலிச்சேரி, திருநின்றவூர், திருவள்ளூர் - 602024. 4) எம். உமா எண். 93, லஷ்மிநகர், கொட்டமேடு, திருவள்ளூர் மாவட்டம். 5) ஜி. செல்வி எண். 3/53, ரோஜா குளம் தெரு, குதம்பாக்கம், வயப்பதி, திருவள்ளூர் மாவட்டம். <box>253 273 479 374</box>
section-subheading: செஞ்சி மத்திய ஒன்றியம் <box>551 365 661 377</box>
section-subheading: மைலம் தெற்கு ஒன்றியம் <box>551 1452 661 1464</box>
appointment-paragraph: அமைப்பாளர் - பூ. சத்யா வடநெற்குணம் கிராமம் (ம) அஞ்சல், மரக்காணம் வட்டம், விழுப்புரம் மாவட்டம். <box>733 864 958 885</box>
appointment-paragraph: துணை அமைப்பாளர்கள் - 1) மு. கோவிந்தம்மாள் பொன்பத்தி கிராமம் (ம) அஞ்சல், செஞ்சி வட்டம், விழுப்புரம் மாவட்டம். 2) த. உண்ணாமலை வடகால் கிராமம், செஞ்சி வட்டம், விழுப்புரம் மாவட்டம். 3) ச. கலைமொழி கொங்கரப்பட்டு கிராமம் (ம) அஞ்சல், செஞ்சி வட்டம். 4) செ. சுமலட்சுமி மேலேடையூர் கிராமம், குண்ணத்தூர் அஞ்சல், செஞ்சி வட்டம், விழுப்புரம் மாவட்டம். <box>493 1123 719 1201</box>
appointment-paragraph: அமைப்பாளர் - எஸ். மாலதி எண். 38, காவல்சேரி ரோடு, பாரதி நகர், திருமழிசை, திருவள்ளூர் மாவட்டம். <box>253 889 479 910</box>
appointment-paragraph: துணை அமைப்பாளர்கள் - 1) அ. பூமலி மேட்டுத் தெரு, கோவில்புரையூர் கிராமம் (ம) அஞ்சல், மேல்மலையனூர் வட்டம், விழுப்புரம் மாவட்டம். 2) ஆ. லட்சுமி பிள்ளையார் கோவில் தெரு, வடுகப்பூண்டி கிராமம் (ம) அஞ்சல், மேல்மலையனூர் வட்டம், விழுப்புரம் மாவட்டம். 3) சு. அமுதா பிள்ளையார் கோவில் தெரு, கோவில்புரையூர் கிராமம் (ம) அஞ்சல், மேல்மலையனூர் வட்டம், விழுப்புரம் மாவட்டம். 4) ப. ஜெயந்தி செல்லியம்மன் கோவில் தெரு, ஏதம்பட்டு கிராமம் (ம) அஞ்சல், மேல்மலையனூர் வட்டம், விழுப்புரம் மாவட்டம். <box>493 697 719 798</box>
appointment-paragraph: அமைப்பாளர் - வி. நந்தினி சீனன் கண்டிகை, குருவாயல் அஞ்சல், சேத்துப்பாக்கம், திருவள்ளூர் மாவட்டம். <box>14 954 239 976</box>
section-subheading: பெரியசேமூர் பகுதி <box>84 276 169 288</box>
appointment-paragraph: அமைப்பாளர் - ஆ. ராஜேஸ்வரி எண். 24, அனந்தபுரம் (ம) அஞ்சல், செஞ்சி தாலுக்கா, விழுப்புரம் மாவட்டம் - 605201. <box>733 1233 958 1254</box>
